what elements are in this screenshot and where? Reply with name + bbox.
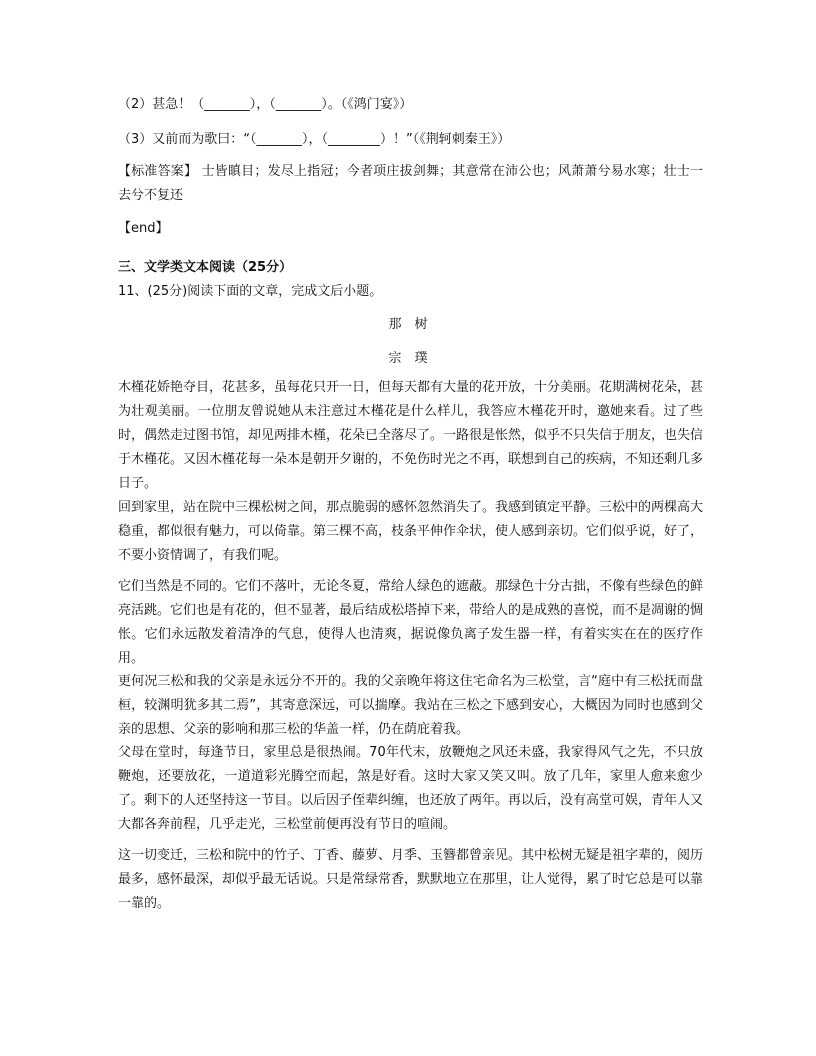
question-3: （3）又前而为歌曰：“（_______），（________）！”（《荆轲刺秦王》） xyxy=(118,132,511,147)
section-heading: 三、文学类文本阅读（25分） xyxy=(118,260,293,275)
article-paragraph: 父母在堂时，每逢节日，家里总是很热闹。70年代末，放鞭炮之风还未盛，我家得风气之先，不只放鞭炮，还要放花，一道道彩光腾空而起，煞是好看。这时大家又笑又叫。放了几年，家里人愈来愈少了。剩下的人还坚持这一节目。以后因子侄辈纠缠，也还放了两年。再以后，没有高堂可娱，青年人又大都各奔前程，几乎走光，三松堂前便再没有节日的喧闹。 xyxy=(118,745,704,832)
article-paragraph: 木槿花娇艳夺目，花甚多，虽每花只开一日，但每天都有大量的花开放，十分美丽。花期满树花朵，甚为壮观美丽。一位朋友曾说她从未注意过木槿花是什么样儿，我答应木槿花开时，邀她来看。过了些时，偶然走过图书馆，却见两排木槿，花朵已全落尽了。一路很是怅然，似乎不只失信于朋友，也失信于木槿花。又因木槿花每一朵本是朝开夕谢的，不免伤时光之不再，联想到自己的疾病，不知还剩几多日子。 xyxy=(118,380,704,491)
answer-label: 【标准答案】 xyxy=(118,164,198,179)
article-paragraph: 这一切变迁，三松和院中的竹子、丁香、藤萝、月季、玉簪都曾亲见。其中松树无疑是祖字辈的，阅历最多，感怀最深，却似乎最无话说。只是常绿常香，默默地立在那里，让人觉得，累了时它总是可以靠一靠的。 xyxy=(118,848,704,911)
article-author: 宗 璞 xyxy=(388,351,428,366)
end-marker: 【end】 xyxy=(118,221,169,236)
question-2: （2）甚急！（_______），（_______）。（《鸿门宴》） xyxy=(118,97,413,112)
answer-text: 士皆瞋目；发尽上指冠；今者项庄拔剑舞；其意常在沛公也；风萧萧兮易水寒；壮士一去兮不复还 xyxy=(118,164,703,203)
article-paragraph: 回到家里，站在院中三棵松树之间，那点脆弱的感怀忽然消失了。我感到镇定平静。三松中的两棵高大稳重，都似很有魅力，可以倚靠。第三棵不高，枝条平伸作伞状，使人感到亲切。它们似乎说，好了，不要小资情调了，有我们呢。 xyxy=(118,500,704,563)
article-title: 那 树 xyxy=(388,317,428,332)
article-paragraph: 更何况三松和我的父亲是永远分不开的。我的父亲晚年将这住宅命名为三松堂，言“庭中有三松抚而盘桓，较渊明犹多其二焉”，其寄意深远，可以揣摩。我站在三松之下感到安心，大概因为同时也感到父亲的思想、父亲的影响和那三松的华盖一样，仍在荫庇着我。 xyxy=(118,674,703,737)
standard-answer xyxy=(118,160,703,208)
article-paragraph: 它们当然是不同的。它们不落叶，无论冬夏，常给人绿色的遮蔽。那绿色十分古拙，不像有些绿色的鲜亮活跳。它们也是有花的，但不显著，最后结成松塔掉下来，带给人的是成熟的喜悦，而不是凋谢的惆怅。它们永远散发着清净的气息，使得人也清爽，据说像负离子发生器一样，有着实实在在的医疗作用。 xyxy=(118,579,704,666)
question-11-prompt: 11、(25分)阅读下面的文章，完成文后小题。 xyxy=(118,284,383,299)
